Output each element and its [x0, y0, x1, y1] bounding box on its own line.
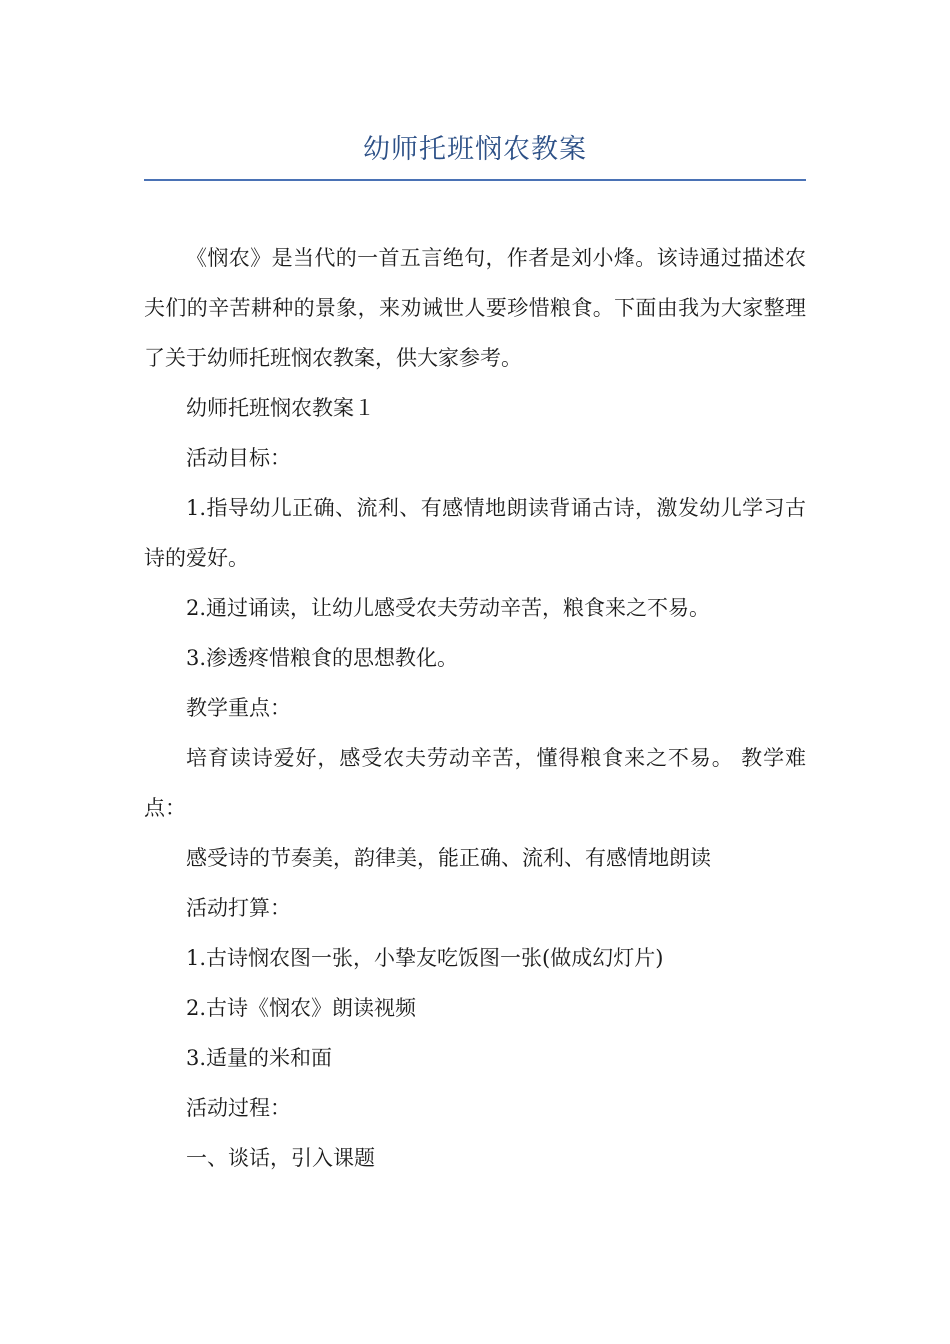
preparation-item-3: 3.适量的米和面 [186, 1046, 333, 1070]
title-divider [144, 179, 806, 181]
preparation-item-1: 1.古诗悯农图一张，小挚友吃饭图一张(做成幻灯片) [186, 946, 664, 970]
section-heading-plan-1: 幼师托班悯农教案１ [186, 396, 375, 420]
teaching-difficulty-text: 感受诗的节奏美，韵律美，能正确、流利、有感情地朗读 [186, 846, 711, 870]
heading-activity-goals: 活动目标： [186, 446, 291, 470]
intro-paragraph: 《悯农》是当代的一首五言绝句，作者是刘小烽。该诗通过描述农夫们的辛苦耕种的景象，来劝诫世人要珍惜粮食。下面由我为大家整理了关于幼师托班悯农教案，供大家参考。 [144, 246, 806, 370]
document-title: 幼师托班悯农教案 [363, 134, 587, 165]
heading-activity-preparation: 活动打算： [186, 896, 291, 920]
goal-item-1: 1.指导幼儿正确、流利、有感情地朗读背诵古诗，激发幼儿学习古诗的爱好。 [144, 496, 806, 570]
goal-item-2: 2.通过诵读，让幼儿感受农夫劳动辛苦，粮食来之不易。 [186, 596, 711, 620]
heading-activity-process: 活动过程： [186, 1096, 291, 1120]
goal-item-3: 3.渗透疼惜粮食的思想教化。 [186, 646, 459, 670]
heading-teaching-focus: 教学重点： [186, 696, 291, 720]
process-step-1: 一、谈话，引入课题 [186, 1146, 375, 1170]
document-body [144, 233, 806, 1183]
preparation-item-2: 2.古诗《悯农》朗读视频 [186, 996, 417, 1020]
teaching-focus-text: 培育读诗爱好，感受农夫劳动辛苦，懂得粮食来之不易。 教学难点： [144, 746, 806, 820]
